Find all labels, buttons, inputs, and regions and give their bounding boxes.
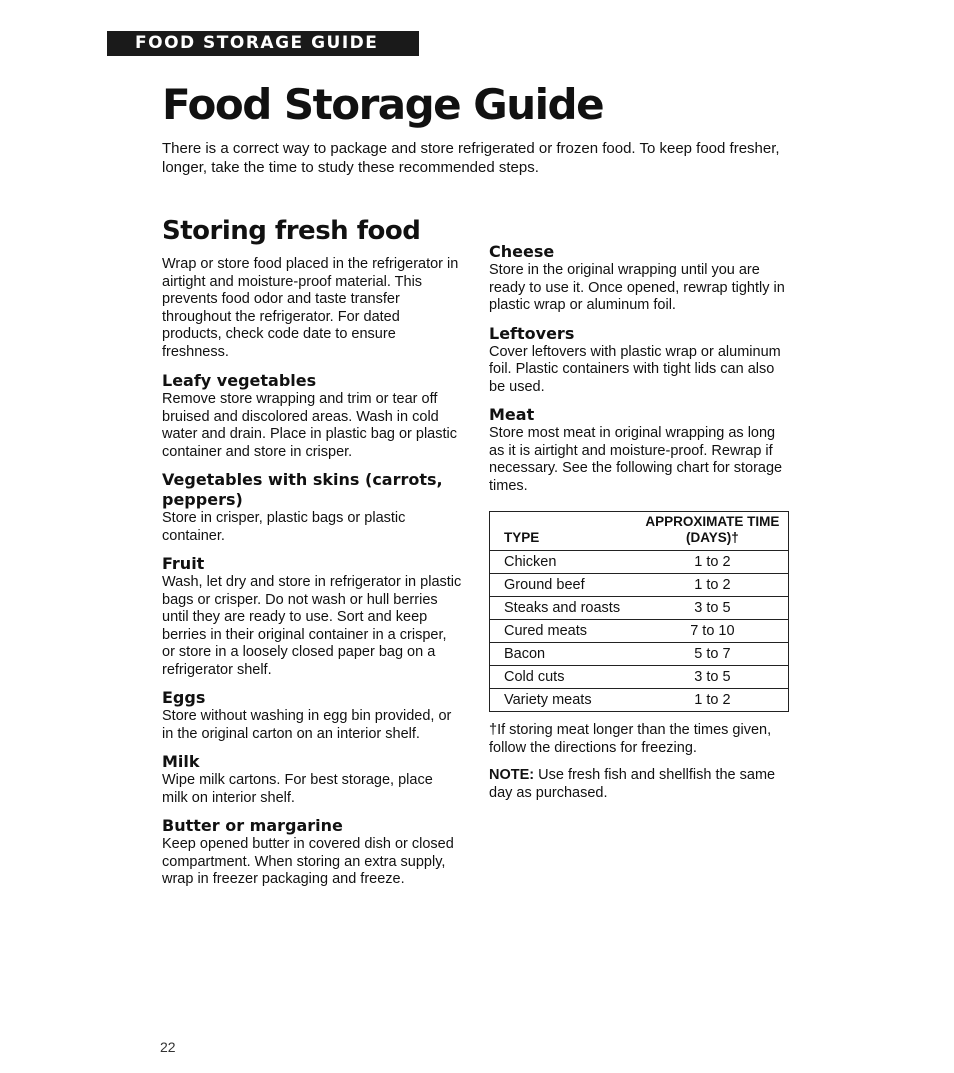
milk-text: Wipe milk cartons. For best storage, place milk on interior shelf. [162, 772, 433, 806]
leftovers-heading: Leftovers [489, 323, 575, 343]
table-row [490, 597, 789, 620]
cheese-heading: Cheese [489, 242, 555, 261]
table-row [490, 620, 789, 643]
note-paragraph [489, 767, 791, 802]
milk-heading: Milk [162, 752, 200, 771]
cheese-block [489, 242, 791, 315]
butter-text: Keep opened butter in covered dish or closed compartment. When storing an extra supply, wrap in freezer packaging and freeze. [162, 836, 454, 887]
table-row [490, 643, 789, 666]
meat-heading: Meat [489, 405, 535, 424]
cell-type: Chicken [490, 551, 637, 574]
vegetables-with-skins-block [162, 470, 462, 545]
storing-fresh-food-text: Wrap or store food placed in the refrigerator in airtight and moisture-proof material. This prevents food odor and taste transfer throughout the refrigerator. For dated products, check code date to ensure freshness. [162, 256, 459, 360]
cell-type: Cold cuts [490, 666, 637, 689]
eggs-block [162, 688, 462, 743]
fruit-heading: Fruit [162, 554, 205, 573]
cell-days: 3 to 5 [637, 597, 789, 620]
leftovers-block [489, 324, 791, 397]
note-label: NOTE: [489, 767, 535, 783]
leafy-vegetables-text: Remove store wrapping and trim or tear off bruised and discolored areas. Wash in cold water and drain. Place in plastic bag or plastic container and store in crisper. [162, 391, 457, 460]
meat-block [489, 405, 791, 495]
cell-days: 7 to 10 [637, 620, 789, 643]
eggs-heading: Eggs [162, 688, 206, 707]
leafy-vegetables-heading: Leafy vegetables [162, 371, 317, 390]
intro-paragraph: There is a correct way to package and store refrigerated or frozen food. To keep food fresher, longer, take the time to study these recommended steps. [162, 140, 780, 176]
column-header-approximate-time [637, 512, 789, 551]
cell-type: Ground beef [490, 574, 637, 597]
milk-block [162, 752, 462, 807]
section-title-storing-fresh-food: Storing fresh food [162, 216, 421, 246]
leafy-vegetables-block [162, 371, 462, 461]
column-header-time-line1: APPROXIMATE TIME [645, 514, 780, 529]
leftovers-text: Cover leftovers with plastic wrap or aluminum foil. Plastic containers with tight lids can also be used. [489, 343, 781, 395]
page-title: Food Storage Guide [162, 80, 604, 129]
left-column [162, 214, 462, 898]
cell-days: 1 to 2 [637, 574, 789, 597]
table-row [490, 551, 789, 574]
cell-days: 3 to 5 [637, 666, 789, 689]
table-row [490, 689, 789, 712]
table-row [490, 574, 789, 597]
butter-block [162, 816, 462, 889]
column-header-type: TYPE [490, 512, 637, 551]
column-header-time-line2: (DAYS)† [685, 530, 739, 545]
table-footnote: †If storing meat longer than the times given, follow the directions for freezing. [489, 722, 772, 756]
page-number: 22 [160, 1039, 176, 1055]
meat-storage-table [489, 511, 789, 712]
table-row [490, 666, 789, 689]
table-header-row [490, 512, 789, 551]
cheese-text: Store in the original wrapping until you are ready to use it. Once opened, rewrap tightly in plastic wrap or aluminum foil. [489, 262, 785, 313]
cell-days: 1 to 2 [637, 551, 789, 574]
cell-type: Variety meats [490, 689, 637, 712]
meat-text: Store most meat in original wrapping as long as it is airtight and moisture-proof. Rewrap if necessary. See the following chart for storage times. [489, 425, 783, 494]
fruit-block [162, 554, 462, 679]
right-column [489, 242, 791, 802]
cell-type: Cured meats [490, 620, 637, 643]
cell-days: 1 to 2 [637, 689, 789, 712]
note-text: Use fresh fish and shellfish the same day as purchased. [489, 767, 776, 801]
cell-days: 5 to 7 [637, 643, 789, 666]
vegetables-with-skins-text: Store in crisper, plastic bags or plastic container. [162, 510, 406, 544]
eggs-text: Store without washing in egg bin provided, or in the original carton on an interior shelf. [162, 708, 452, 742]
vegetables-with-skins-heading: Vegetables with skins (carrots, peppers) [162, 470, 443, 509]
fruit-text: Wash, let dry and store in refrigerator in plastic bags or crisper. Do not wash or hull berries until they are ready to use. Sort and keep berries in their original container in a crisper, or store in a loosely closed paper bag on a refrigerator shelf. [162, 574, 462, 678]
butter-heading: Butter or margarine [162, 816, 343, 835]
cell-type: Steaks and roasts [490, 597, 637, 620]
section-banner: FOOD STORAGE GUIDE [107, 31, 419, 56]
cell-type: Bacon [490, 643, 637, 666]
